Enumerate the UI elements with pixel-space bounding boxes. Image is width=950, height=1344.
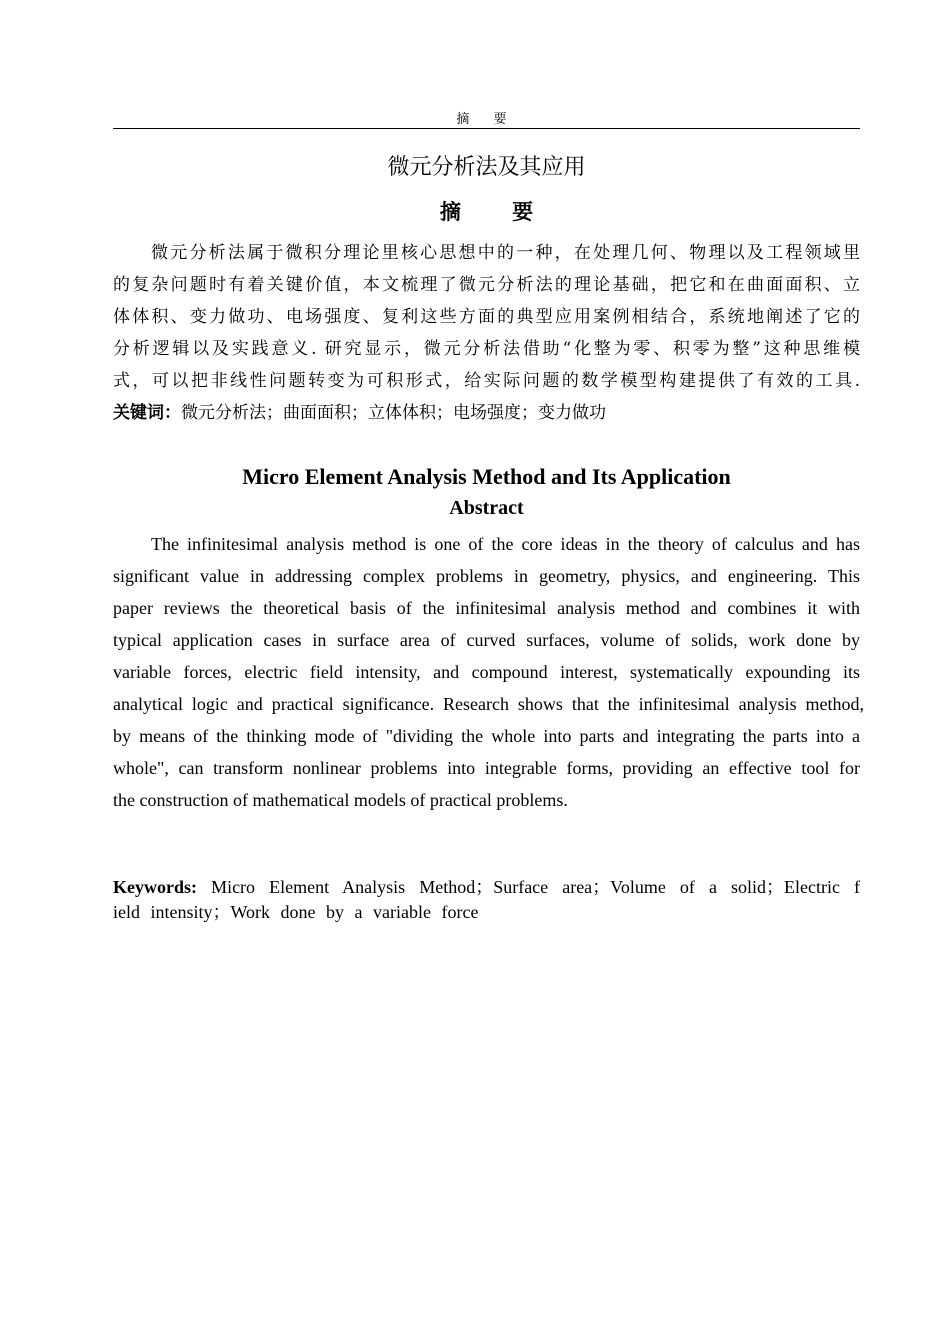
chinese-keywords-value: 微元分析法；曲面面积；立体体积；电场强度；变力做功 — [181, 403, 606, 423]
english-line: the construction of mathematical models of practical problems. — [113, 790, 568, 810]
english-line: The infinitesimal analysis method is one of the core ideas in the theory of calculus and has — [151, 534, 860, 554]
english-line: whole", can transform nonlinear problems into integrable forms, providing an effective tool for — [113, 758, 860, 778]
running-header: 摘 要 — [456, 112, 517, 127]
chinese-keywords — [113, 397, 860, 429]
english-keywords — [113, 875, 860, 925]
header-rule — [113, 128, 860, 129]
english-line: typical application cases in surface area of curved surfaces, volume of solids, work done by — [113, 630, 860, 650]
english-line: by means of the thinking mode of "dividing the whole into parts and integrating the parts into a — [113, 726, 860, 746]
chinese-line: 的复杂问题时有着关键价值，本文梳理了微元分析法的理论基础，把它和在曲面面积、立 — [113, 275, 860, 295]
english-keywords-value-2: ield intensity；Work done by a variable force — [113, 902, 479, 922]
english-abstract-heading: Abstract — [449, 497, 524, 519]
chinese-abstract-heading: 摘 要 — [439, 200, 556, 224]
english-keywords-line — [113, 875, 860, 900]
english-line: paper reviews the theoretical basis of the infinitesimal analysis method and combines it with — [113, 598, 860, 618]
english-keywords-value-1: Micro Element Analysis Method；Surface area；Volume of a solid；Electric f — [211, 877, 861, 897]
english-line: significant value in addressing complex problems in geometry, physics, and engineering. This — [113, 566, 860, 586]
chinese-line: 微元分析法属于微积分理论里核心思想中的一种，在处理几何、物理以及工程领域里 — [151, 243, 860, 263]
chinese-line: 体体积、变力做功、电场强度、复利这些方面的典型应用案例相结合，系统地阐述了它的 — [113, 307, 860, 327]
chinese-line: 分析逻辑以及实践意义. 研究显示，微元分析法借助“化整为零、积零为整”这种思维模 — [113, 339, 860, 359]
english-abstract-body — [113, 528, 864, 816]
chinese-line: 式，可以把非线性问题转变为可积形式，给实际问题的数学模型构建提供了有效的工具. — [113, 371, 860, 391]
chinese-keywords-label: 关键词： — [113, 403, 181, 423]
chinese-abstract-body — [113, 237, 860, 429]
english-line: variable forces, electric field intensity, and compound interest, systematically expounding its — [113, 662, 860, 682]
chinese-title: 微元分析法及其应用 — [387, 155, 586, 180]
english-title: Micro Element Analysis Method and Its Application — [242, 464, 731, 489]
english-keywords-label: Keywords: — [113, 877, 197, 897]
english-line: analytical logic and practical significance. Research shows that the infinitesimal analysis method, — [113, 694, 864, 714]
